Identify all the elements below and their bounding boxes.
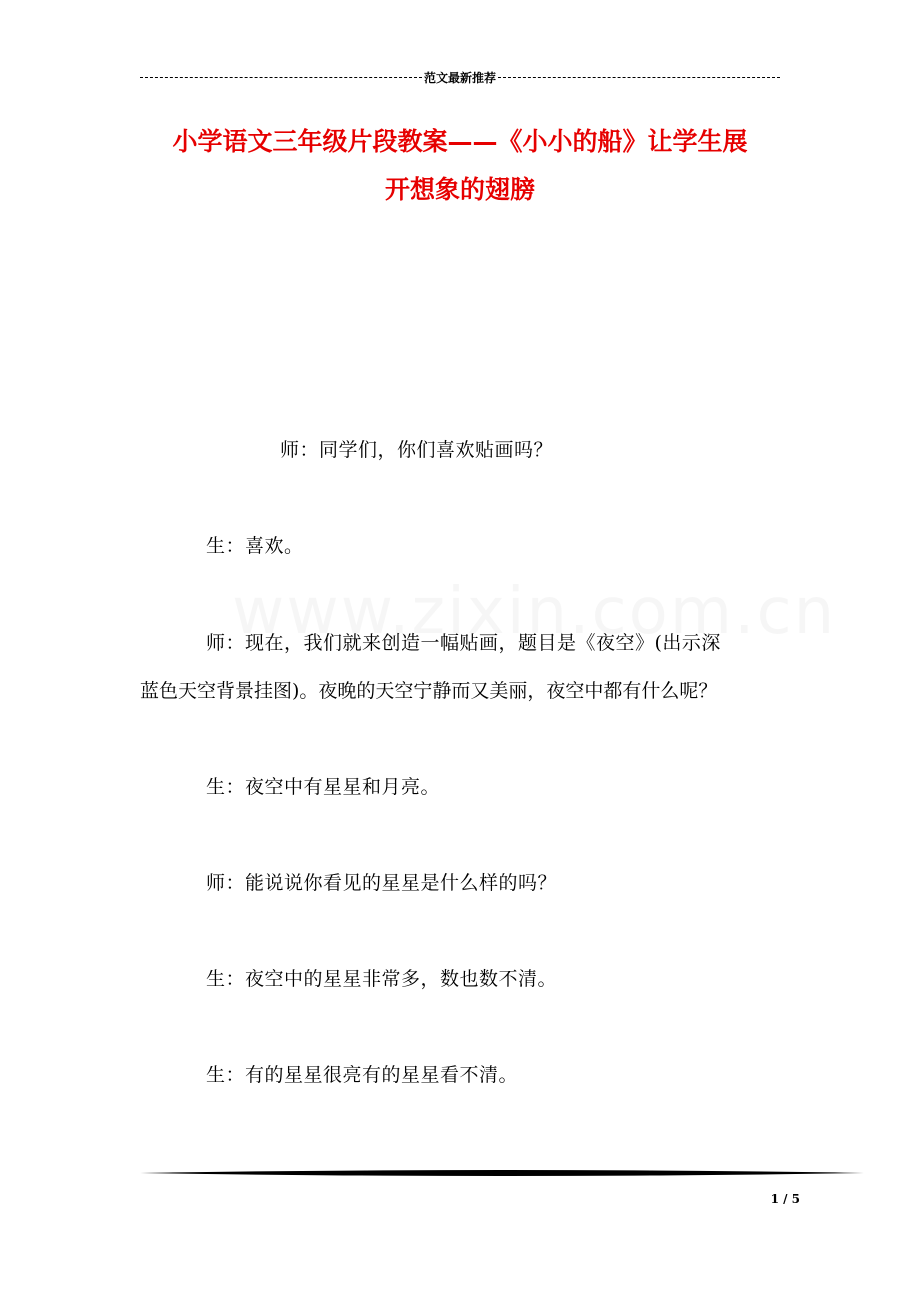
paragraph-2 (140, 524, 780, 568)
document-title (120, 118, 800, 214)
paragraph-1 (140, 428, 780, 472)
paragraph-3-line-1: 师：现在，我们就来创造一幅贴画，题目是《夜空》(出示深 (206, 632, 721, 654)
paragraph-4-text: 生：夜空中有星星和月亮。 (206, 776, 441, 798)
paragraph-6 (140, 957, 780, 1001)
footer-rule (140, 1168, 864, 1178)
title-line-1: 小学语文三年级片段教案——《小小的船》让学生展 (172, 127, 748, 156)
paragraph-4 (140, 765, 780, 809)
header-text: 范文最新推荐 (424, 70, 497, 85)
page-header (140, 69, 780, 85)
paragraph-6-text: 生：夜空中的星星非常多，数也数不清。 (206, 968, 558, 990)
paragraph-3-continued (140, 669, 780, 713)
page-number: 1 / 5 (770, 1192, 800, 1206)
paragraph-2-text: 生：喜欢。 (206, 535, 304, 557)
paragraph-3 (140, 621, 780, 665)
paragraph-1-text: 师：同学们，你们喜欢贴画吗？ (280, 439, 554, 461)
paragraph-3-line-2: 蓝色天空背景挂图)。夜晚的天空宁静而又美丽，夜空中都有什么呢？ (140, 680, 718, 702)
header-dashes-left (140, 77, 422, 78)
paragraph-5-text: 师：能说说你看见的星星是什么样的吗？ (206, 872, 558, 894)
header-dashes-right (498, 77, 780, 78)
title-line-2: 开想象的翅膀 (384, 175, 535, 204)
paragraph-5 (140, 861, 780, 905)
paragraph-7-text: 生：有的星星很亮有的星星看不清。 (206, 1064, 519, 1086)
paragraph-7 (140, 1053, 780, 1097)
